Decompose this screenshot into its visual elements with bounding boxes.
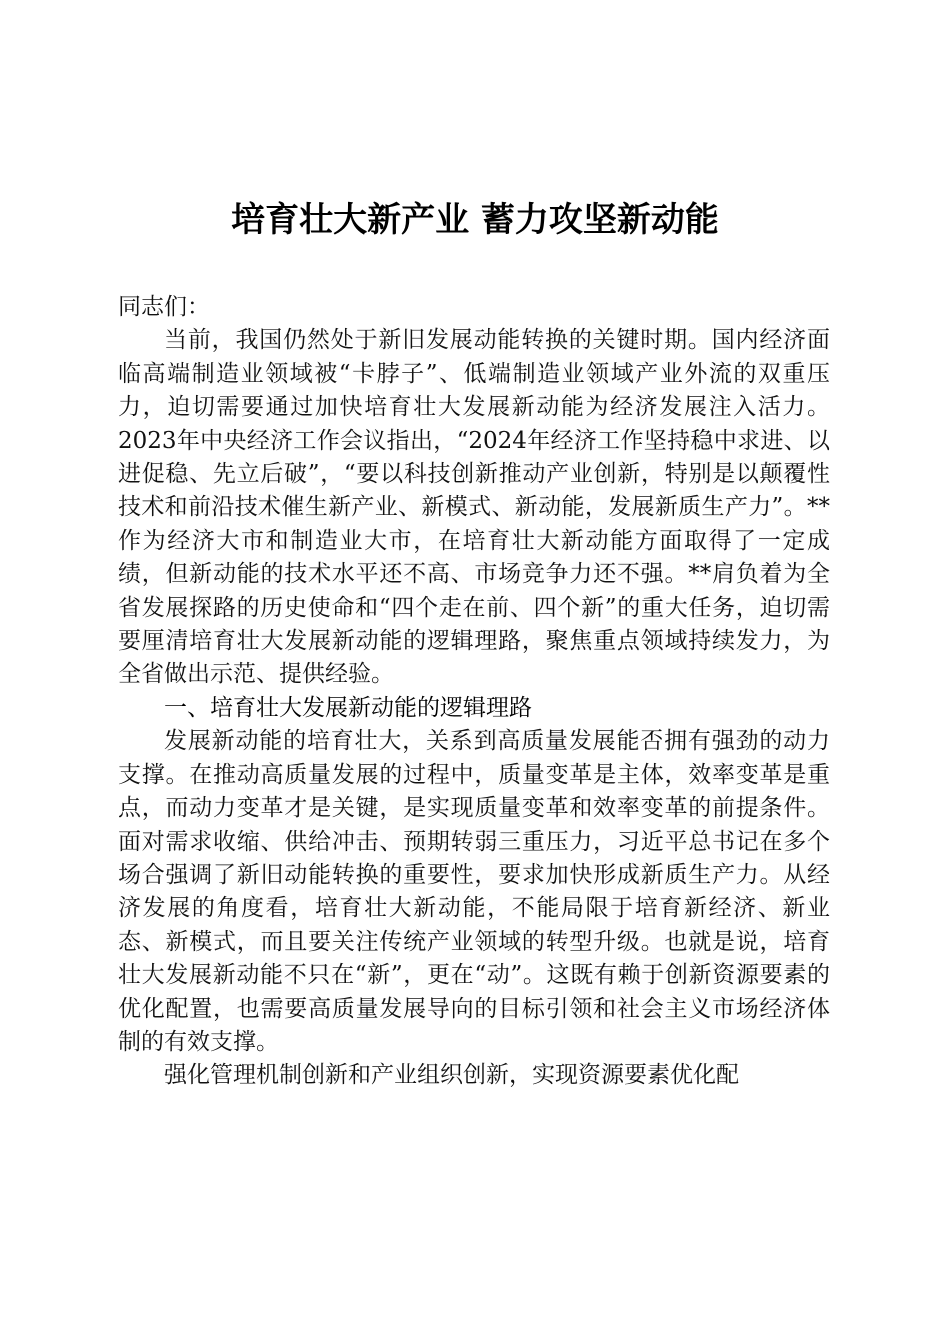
salutation: 同志们： — [118, 294, 210, 320]
body-paragraph: 发展新动能的培育壮大，关系到高质量发展能否拥有强劲的动力支撑。在推动高质量发展的过程中，质量变革是主体，效率变革是重点，而动力变革才是关键，是实现质量变革和效率变革的前提条件。面对需求收缩、供给冲击、预期转弱三重压力，习近平总书记在多个场合强调了新旧动能转换的重要性，要求加快形成新质生产力。从经济发展的角度看，培育壮大新动能，不能局限于培育新经济、新业态、新模式，而且要关注传统产业领域的转型升级。也就是说，培育壮大发展新动能不只在“新”，更在“动”。这既有赖于创新资源要素的优化配置，也需要高质量发展导向的目标引领和社会主义市场经济体制的有效支撑。 — [118, 728, 830, 1055]
body-paragraph: 强化管理机制创新和产业组织创新，实现资源要素优化配 — [164, 1062, 739, 1089]
section-heading: 一、培育壮大发展新动能的逻辑理路 — [164, 694, 532, 721]
document-title: 培育壮大新产业 蓄力攻坚新动能 — [231, 200, 719, 240]
document-body — [118, 291, 830, 1093]
intro-paragraph: 当前，我国仍然处于新旧发展动能转换的关键时期。国内经济面临高端制造业领域被“卡脖子”、低端制造业领域产业外流的双重压力，迫切需要通过加快培育壮大发展新动能为经济发展注入活力。2023年中央经济工作会议指出，“2024年经济工作坚持稳中求进、以进促稳、先立后破”，“要以科技创新推动产业创新，特别是以颠覆性技术和前沿技术催生新产业、新模式、新动能，发展新质生产力”。**作为经济大市和制造业大市，在培育壮大新动能方面取得了一定成绩，但新动能的技术水平还不高、市场竞争力还不强。**肩负着为全省发展探路的历史使命和“四个走在前、四个新”的重大任务，迫切需要厘清培育壮大发展新动能的逻辑理路，聚焦重点领域持续发力，为全省做出示范、提供经验。 — [118, 327, 830, 688]
